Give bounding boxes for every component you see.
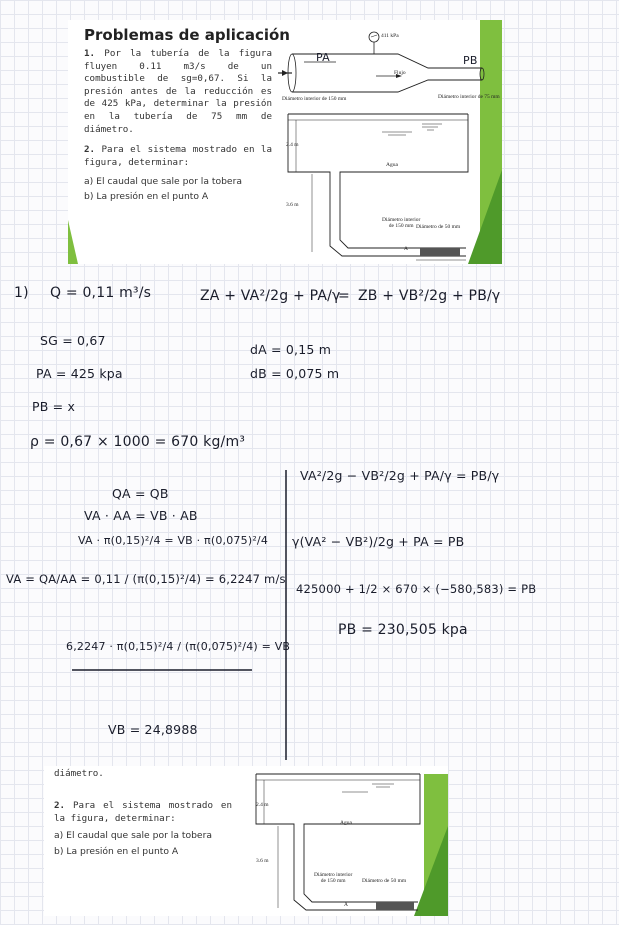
pressure-b-result: PB = 230,505 kpa: [338, 622, 468, 638]
water-label: Agua: [386, 162, 398, 168]
height-3-6-label: 3.6 m: [256, 858, 269, 864]
tank-diameter-150-label: Diámetro interior de 150 mm: [314, 872, 353, 884]
pressure-a-given: PA = 425 kpa: [36, 366, 123, 381]
diameter-b: dB = 0,075 m: [250, 366, 340, 381]
continuity-step-3: VA · π(0,15)²/4 = VB · π(0,075)²/4: [78, 534, 269, 547]
pressure-derivation-2: γ(VA² − VB²)/2g + PA = PB: [292, 534, 465, 549]
flow-rate-given: Q = 0,11 m³/s: [50, 285, 152, 301]
column-divider: [284, 470, 288, 760]
problem-slide-duplicate: [44, 766, 448, 916]
velocity-a-result: VA = QA/AA = 0,11 / (π(0,15)²/4) = 6,2247 m/s: [6, 572, 286, 586]
nozzle-diameter-50-label: Diámetro de 50 mm: [362, 878, 407, 884]
bernoulli-equals: =: [338, 288, 350, 304]
pressure-derivation-1: VA²/2g − VB²/2g + PA/γ = PB/γ: [300, 468, 500, 483]
bernoulli-lhs: ZA + VA²/2g + PA/γ: [200, 288, 341, 304]
velocity-b-expression: 6,2247 · π(0,15)²/4 / (π(0,075)²/4) = VB: [66, 640, 291, 653]
diameter-a: dA = 0,15 m: [250, 342, 332, 357]
velocity-b-result: VB = 24,8988: [108, 722, 198, 737]
tank-nozzle-figure: [252, 772, 422, 916]
tank-diameter-150-label: Diámetro interior de 150 mm: [382, 217, 421, 229]
point-a-label: A: [344, 902, 348, 908]
pressure-b-unknown: PB = x: [32, 399, 76, 414]
continuity-step-2: VA · AA = VB · AB: [84, 508, 198, 523]
problem-number: 1): [14, 285, 29, 301]
point-a-label: A: [404, 246, 408, 252]
tank-nozzle-figure: [282, 112, 472, 264]
problem-2-item-b: b) La presión en el punto A: [54, 846, 179, 857]
water-label: Agua: [340, 820, 352, 826]
height-3-6-label: 3.6 m: [286, 202, 299, 208]
problem-2-item-b: b) La presión en el punto A: [84, 191, 209, 202]
gauge-label: 411 kPa: [381, 33, 399, 39]
specific-gravity-given: SG = 0,67: [40, 333, 106, 348]
pb-handwritten-label: PB: [463, 54, 478, 67]
flow-label: Flujo: [394, 70, 406, 76]
slide-accent-triangle-left: [68, 220, 78, 264]
problem-2-text: 2. Para el sistema mostrado en la figura, determinar:: [54, 800, 232, 824]
height-2-4-label: 2.4 m: [286, 142, 299, 148]
diameter-75-label: Diámetro interior de 75 mm: [438, 94, 500, 100]
height-2-4-label: 2.4 m: [256, 802, 269, 808]
problem-2-item-a: a) El caudal que sale por la tobera: [84, 176, 242, 187]
fraction-line: [72, 668, 252, 672]
bernoulli-rhs: ZB + VB²/2g + PB/γ: [358, 288, 501, 304]
diameter-150-label: Diámetro interior de 150 mm: [282, 96, 347, 102]
problem-2-text: 2. Para el sistema mostrado en la figura, determinar:: [84, 144, 272, 168]
nozzle-diameter-50-label: Diámetro de 50 mm: [416, 224, 461, 230]
continuity-step-1: QA = QB: [112, 486, 169, 501]
slide-title: Problemas de aplicación: [84, 26, 290, 44]
problem-1-text: 1. Por la tubería de la figura fluyen 0.11 m3/s de un combustible de sg=0,67. Si la presión antes de la reducción es de 425 kPa, determinar la presión en la tubería de 75 mm de diámetro.: [84, 48, 272, 135]
problem-2-item-a: a) El caudal que sale por la tobera: [54, 830, 212, 841]
cut-off-word: diámetro.: [54, 768, 104, 779]
pa-handwritten-label: PA: [316, 51, 330, 64]
pressure-substitution: 425000 + 1/2 × 670 × (−580,583) = PB: [296, 582, 537, 596]
problem-slide: [68, 20, 502, 264]
density-calculation: ρ = 0,67 × 1000 = 670 kg/m³: [30, 434, 246, 450]
